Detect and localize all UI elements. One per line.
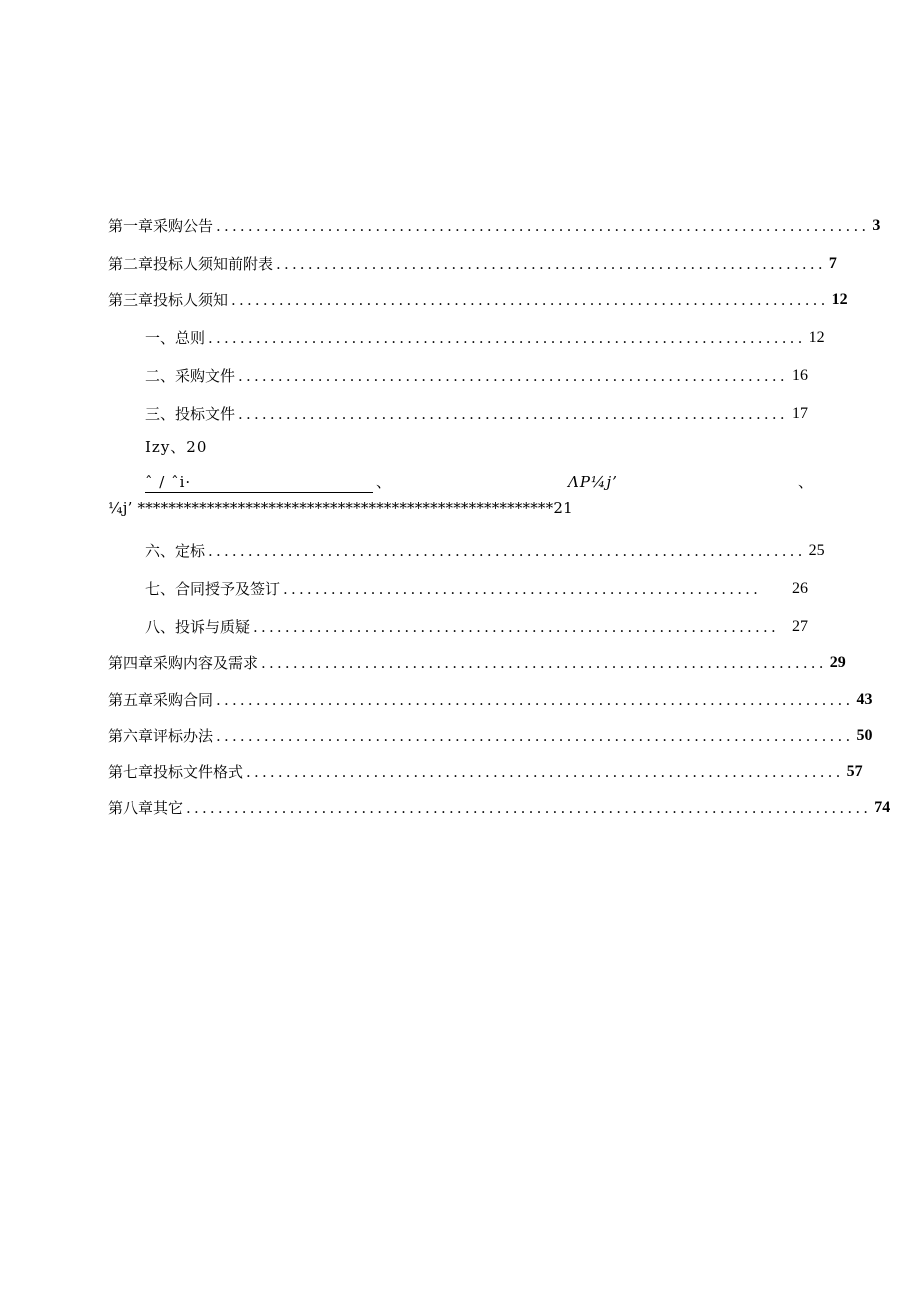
toc-entry-section-complaints[interactable]	[145, 613, 808, 637]
toc-dot-leader: ......................................................................................	[186, 799, 872, 817]
toc-page-number: 29	[829, 654, 846, 671]
underlined-garbled-text: ˆ / ˆi·	[145, 472, 373, 493]
toc-dot-leader: ..................................................................	[253, 618, 779, 636]
punctuation-mark: 、	[798, 473, 814, 491]
garbled-star-leader: ¼j’ ******************************************************21	[108, 499, 573, 517]
toc-entry-chapter-1[interactable]	[108, 212, 881, 236]
toc-dot-leader: .....................................................................	[238, 367, 788, 385]
toc-entry-label: 六、定标	[145, 542, 206, 560]
toc-page-number: 25	[808, 542, 825, 559]
toc-dot-leader: ...........................................................................	[208, 542, 806, 560]
toc-entry-chapter-8[interactable]	[108, 794, 891, 818]
toc-garbled-line-2	[108, 472, 814, 496]
toc-entry-label: 第七章投标文件格式	[108, 763, 244, 781]
toc-page-number: 27	[792, 618, 808, 635]
toc-entry-chapter-7[interactable]	[108, 758, 863, 782]
toc-page-number: 43	[856, 691, 873, 708]
toc-entry-label: 第三章投标人须知	[108, 291, 229, 309]
toc-entry-chapter-4[interactable]	[108, 649, 846, 673]
toc-dot-leader: .....................................................................	[276, 255, 826, 273]
toc-page-number: 7	[828, 255, 837, 272]
toc-dot-leader: ...........................................................................	[208, 329, 806, 347]
toc-entry-section-contract[interactable]	[145, 575, 808, 599]
toc-entry-chapter-3[interactable]	[108, 286, 848, 310]
toc-dot-leader: ...........................................................................	[246, 763, 844, 781]
toc-page-number: 12	[808, 329, 825, 346]
toc-entry-label: 第四章采购内容及需求	[108, 654, 259, 672]
toc-dot-leader: .......................................................................	[261, 654, 827, 672]
toc-entry-section-procurement-docs[interactable]	[145, 362, 808, 386]
toc-page-number: 26	[792, 580, 808, 597]
punctuation-mark: 、	[376, 473, 392, 491]
toc-entry-label: 八、投诉与质疑	[145, 618, 251, 636]
toc-entry-label: 三、投标文件	[145, 405, 236, 423]
toc-entry-label: 一、总则	[145, 329, 206, 347]
toc-page-number: 50	[856, 727, 873, 744]
toc-page-number: 12	[831, 291, 848, 308]
table-of-contents	[108, 0, 891, 1301]
toc-dot-leader: ............................................................	[283, 580, 762, 598]
toc-entry-label: 二、采购文件	[145, 367, 236, 385]
toc-entry-chapter-5[interactable]	[108, 686, 873, 710]
toc-page-number: 16	[792, 367, 808, 384]
toc-entry-section-general[interactable]	[145, 324, 825, 348]
toc-entry-label: 第八章其它	[108, 799, 184, 817]
toc-page-number: 74	[874, 799, 891, 816]
garbled-fragment: ΛP¼j’	[568, 473, 618, 491]
toc-page-number: 17	[792, 405, 808, 422]
toc-page-number: 3	[872, 217, 881, 234]
toc-entry-label: 第一章采购公告	[108, 217, 214, 235]
toc-entry-section-bid-docs[interactable]	[145, 400, 808, 424]
toc-entry-label: 第六章评标办法	[108, 727, 214, 745]
toc-entry-section-award[interactable]	[145, 537, 825, 561]
toc-garbled-line-1: Izy、20	[145, 438, 208, 456]
toc-dot-leader: ..................................................................................	[216, 217, 870, 235]
toc-dot-leader: ................................................................................	[216, 691, 854, 709]
toc-dot-leader: ................................................................................	[216, 727, 854, 745]
toc-entry-chapter-6[interactable]	[108, 722, 873, 746]
toc-dot-leader: .....................................................................	[238, 405, 788, 423]
toc-garbled-line-3	[108, 498, 808, 522]
toc-dot-leader: ...........................................................................	[231, 291, 829, 309]
toc-entry-label: 七、合同授予及签订	[145, 580, 281, 598]
toc-entry-chapter-2[interactable]	[108, 250, 837, 274]
toc-page-number: 57	[846, 763, 863, 780]
toc-entry-label: 第二章投标人须知前附表	[108, 255, 274, 273]
toc-entry-label: 第五章采购合同	[108, 691, 214, 709]
